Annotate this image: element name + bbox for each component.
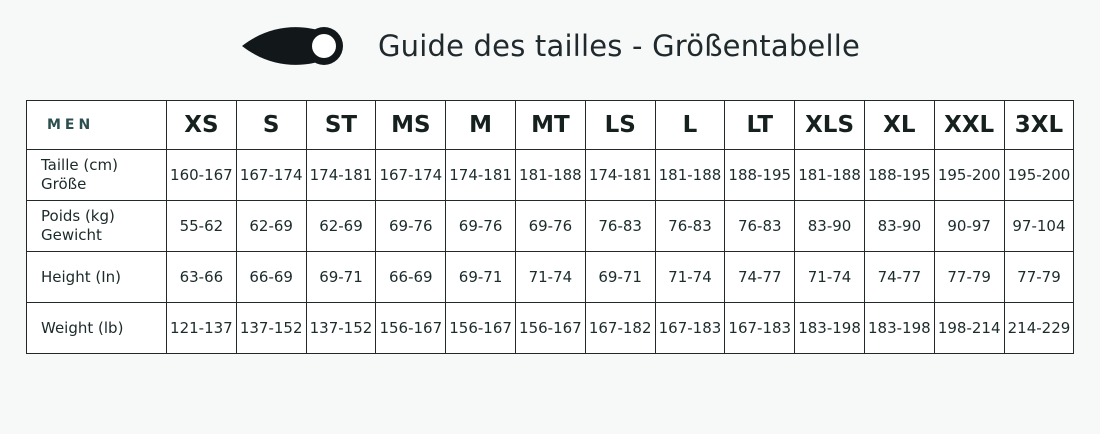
column-header-m: M [446, 101, 516, 150]
cell: 76-83 [585, 201, 655, 252]
cell: 156-167 [515, 303, 585, 354]
cell: 76-83 [725, 201, 795, 252]
column-header-mt: MT [515, 101, 585, 150]
cell: 167-174 [236, 150, 306, 201]
cell: 77-79 [1004, 252, 1074, 303]
row-label-line2: Größe [41, 175, 87, 193]
cell: 195-200 [934, 150, 1004, 201]
eye-logo-icon [240, 22, 352, 70]
cell: 69-71 [446, 252, 516, 303]
row-label-line1: Taille (cm) [41, 156, 118, 175]
cell: 69-71 [306, 252, 376, 303]
column-header-xs: XS [167, 101, 237, 150]
cell: 174-181 [306, 150, 376, 201]
cell: 183-198 [795, 303, 865, 354]
column-header-lt: LT [725, 101, 795, 150]
column-header-l: L [655, 101, 725, 150]
cell: 160-167 [167, 150, 237, 201]
cell: 63-66 [167, 252, 237, 303]
cell: 97-104 [1004, 201, 1074, 252]
cell: 156-167 [376, 303, 446, 354]
cell: 181-188 [655, 150, 725, 201]
cell: 71-74 [655, 252, 725, 303]
cell: 74-77 [725, 252, 795, 303]
page-title: Guide des tailles - Größentabelle [377, 29, 861, 63]
column-header-ls: LS [585, 101, 655, 150]
row-label-line1: Height (In) [41, 267, 121, 286]
column-header-xl: XL [864, 101, 934, 150]
cell: 137-152 [306, 303, 376, 354]
cell: 167-182 [585, 303, 655, 354]
cell: 69-71 [585, 252, 655, 303]
cell: 71-74 [795, 252, 865, 303]
cell: 174-181 [446, 150, 516, 201]
cell: 62-69 [306, 201, 376, 252]
cell: 195-200 [1004, 150, 1074, 201]
cell: 66-69 [236, 252, 306, 303]
column-header-ms: MS [376, 101, 446, 150]
cell: 71-74 [515, 252, 585, 303]
cell: 69-76 [376, 201, 446, 252]
cell: 66-69 [376, 252, 446, 303]
row-label-height-cm [27, 150, 167, 201]
cell: 183-198 [864, 303, 934, 354]
table-row [27, 150, 1074, 201]
row-label-weight-kg [27, 201, 167, 252]
table-row [27, 303, 1074, 354]
cell: 188-195 [864, 150, 934, 201]
column-header-xxl: XXL [934, 101, 1004, 150]
cell: 77-79 [934, 252, 1004, 303]
size-table-container [26, 100, 1074, 354]
row-label-height-in [27, 252, 167, 303]
table-corner-label: MEN [27, 101, 167, 150]
table-row [27, 252, 1074, 303]
cell: 156-167 [446, 303, 516, 354]
cell: 62-69 [236, 201, 306, 252]
row-label-line2: Gewicht [41, 226, 102, 244]
cell: 214-229 [1004, 303, 1074, 354]
table-header [27, 101, 1074, 150]
cell: 55-62 [167, 201, 237, 252]
cell: 69-76 [515, 201, 585, 252]
table-body [27, 150, 1074, 354]
cell: 174-181 [585, 150, 655, 201]
cell: 121-137 [167, 303, 237, 354]
cell: 188-195 [725, 150, 795, 201]
cell: 83-90 [864, 201, 934, 252]
column-header-st: ST [306, 101, 376, 150]
cell: 167-174 [376, 150, 446, 201]
cell: 167-183 [655, 303, 725, 354]
cell: 167-183 [725, 303, 795, 354]
row-label-line1: Poids (kg) [41, 207, 115, 226]
cell: 90-97 [934, 201, 1004, 252]
column-header-3xl: 3XL [1004, 101, 1074, 150]
table-row [27, 201, 1074, 252]
page-header [0, 0, 1100, 92]
size-table [26, 100, 1074, 354]
cell: 198-214 [934, 303, 1004, 354]
cell: 74-77 [864, 252, 934, 303]
cell: 76-83 [655, 201, 725, 252]
cell: 83-90 [795, 201, 865, 252]
cell: 181-188 [795, 150, 865, 201]
cell: 137-152 [236, 303, 306, 354]
column-header-s: S [236, 101, 306, 150]
row-label-weight-lb [27, 303, 167, 354]
column-header-xls: XLS [795, 101, 865, 150]
cell: 69-76 [446, 201, 516, 252]
cell: 181-188 [515, 150, 585, 201]
table-header-row [27, 101, 1074, 150]
row-label-line1: Weight (lb) [41, 318, 124, 337]
